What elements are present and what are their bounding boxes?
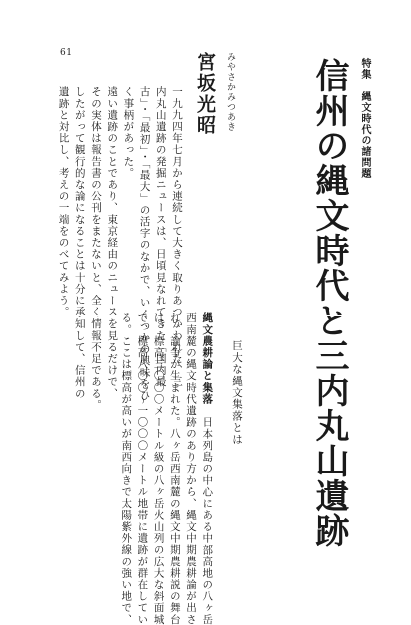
article-title: 信州の縄文時代と三内丸山遺跡 bbox=[309, 58, 349, 548]
intro-line: 一九九四年七月から連続して大きく取りあつかわれた、三 bbox=[171, 86, 183, 388]
section-line: れ、論争が生まれた。八ヶ岳西南麓の縄文中期農耕説の舞台 bbox=[168, 312, 181, 625]
section-line: る。ここは標高が高いが南西向きで太陽紫外線の強い地で、 bbox=[120, 312, 133, 625]
section-first-line bbox=[199, 312, 215, 625]
author-name: 宮坂光昭 bbox=[194, 52, 216, 136]
intro-line: く事柄があった。 bbox=[122, 86, 135, 179]
section-heading: 巨大な縄文集落とは bbox=[231, 340, 243, 446]
author-ruby: みやさかみつあき bbox=[225, 52, 235, 132]
section-line: 日本列島の中心にある中部高地の八ヶ岳 bbox=[201, 416, 214, 625]
section-line: は、標高三〇〇〇メートル級の八ヶ岳火山列の広大な斜面城 bbox=[152, 312, 165, 625]
section-line: で、標高八〇〇〜一〇〇〇メートル地帯に遺跡が群在してい bbox=[136, 312, 149, 625]
section-run-in: 縄文農耕論と集落 bbox=[201, 312, 214, 405]
series-label: 特集 縄文時代の諸問題 bbox=[359, 58, 370, 179]
intro-line: 内丸山遺跡の発掘ニュースは、日頃見なれてきた「国内最 bbox=[154, 86, 167, 388]
intro-line: 遺跡と対比し、考えの一端をのべてみよう。 bbox=[57, 86, 70, 318]
section-body bbox=[118, 312, 215, 625]
intro-line: その実体は報告書の公刊をまたないと、全く情報不足である。 bbox=[89, 86, 102, 411]
intro-text bbox=[55, 86, 185, 411]
intro-line: したがって観行的な論になることは十分に承知して、信州の bbox=[73, 86, 86, 400]
section-line: 西南麓の縄文時代遺跡のあり方から、縄文中期農耕論が出さ bbox=[185, 312, 198, 625]
intro-line: 遠い遺跡のことであり、東京経由のニュースを見るだけで、 bbox=[106, 86, 119, 400]
intro-line: 古」・「最初」・「最大」の活字のなかで、いくつかの興味をひ bbox=[138, 86, 151, 402]
page-number: 61 bbox=[60, 48, 73, 58]
